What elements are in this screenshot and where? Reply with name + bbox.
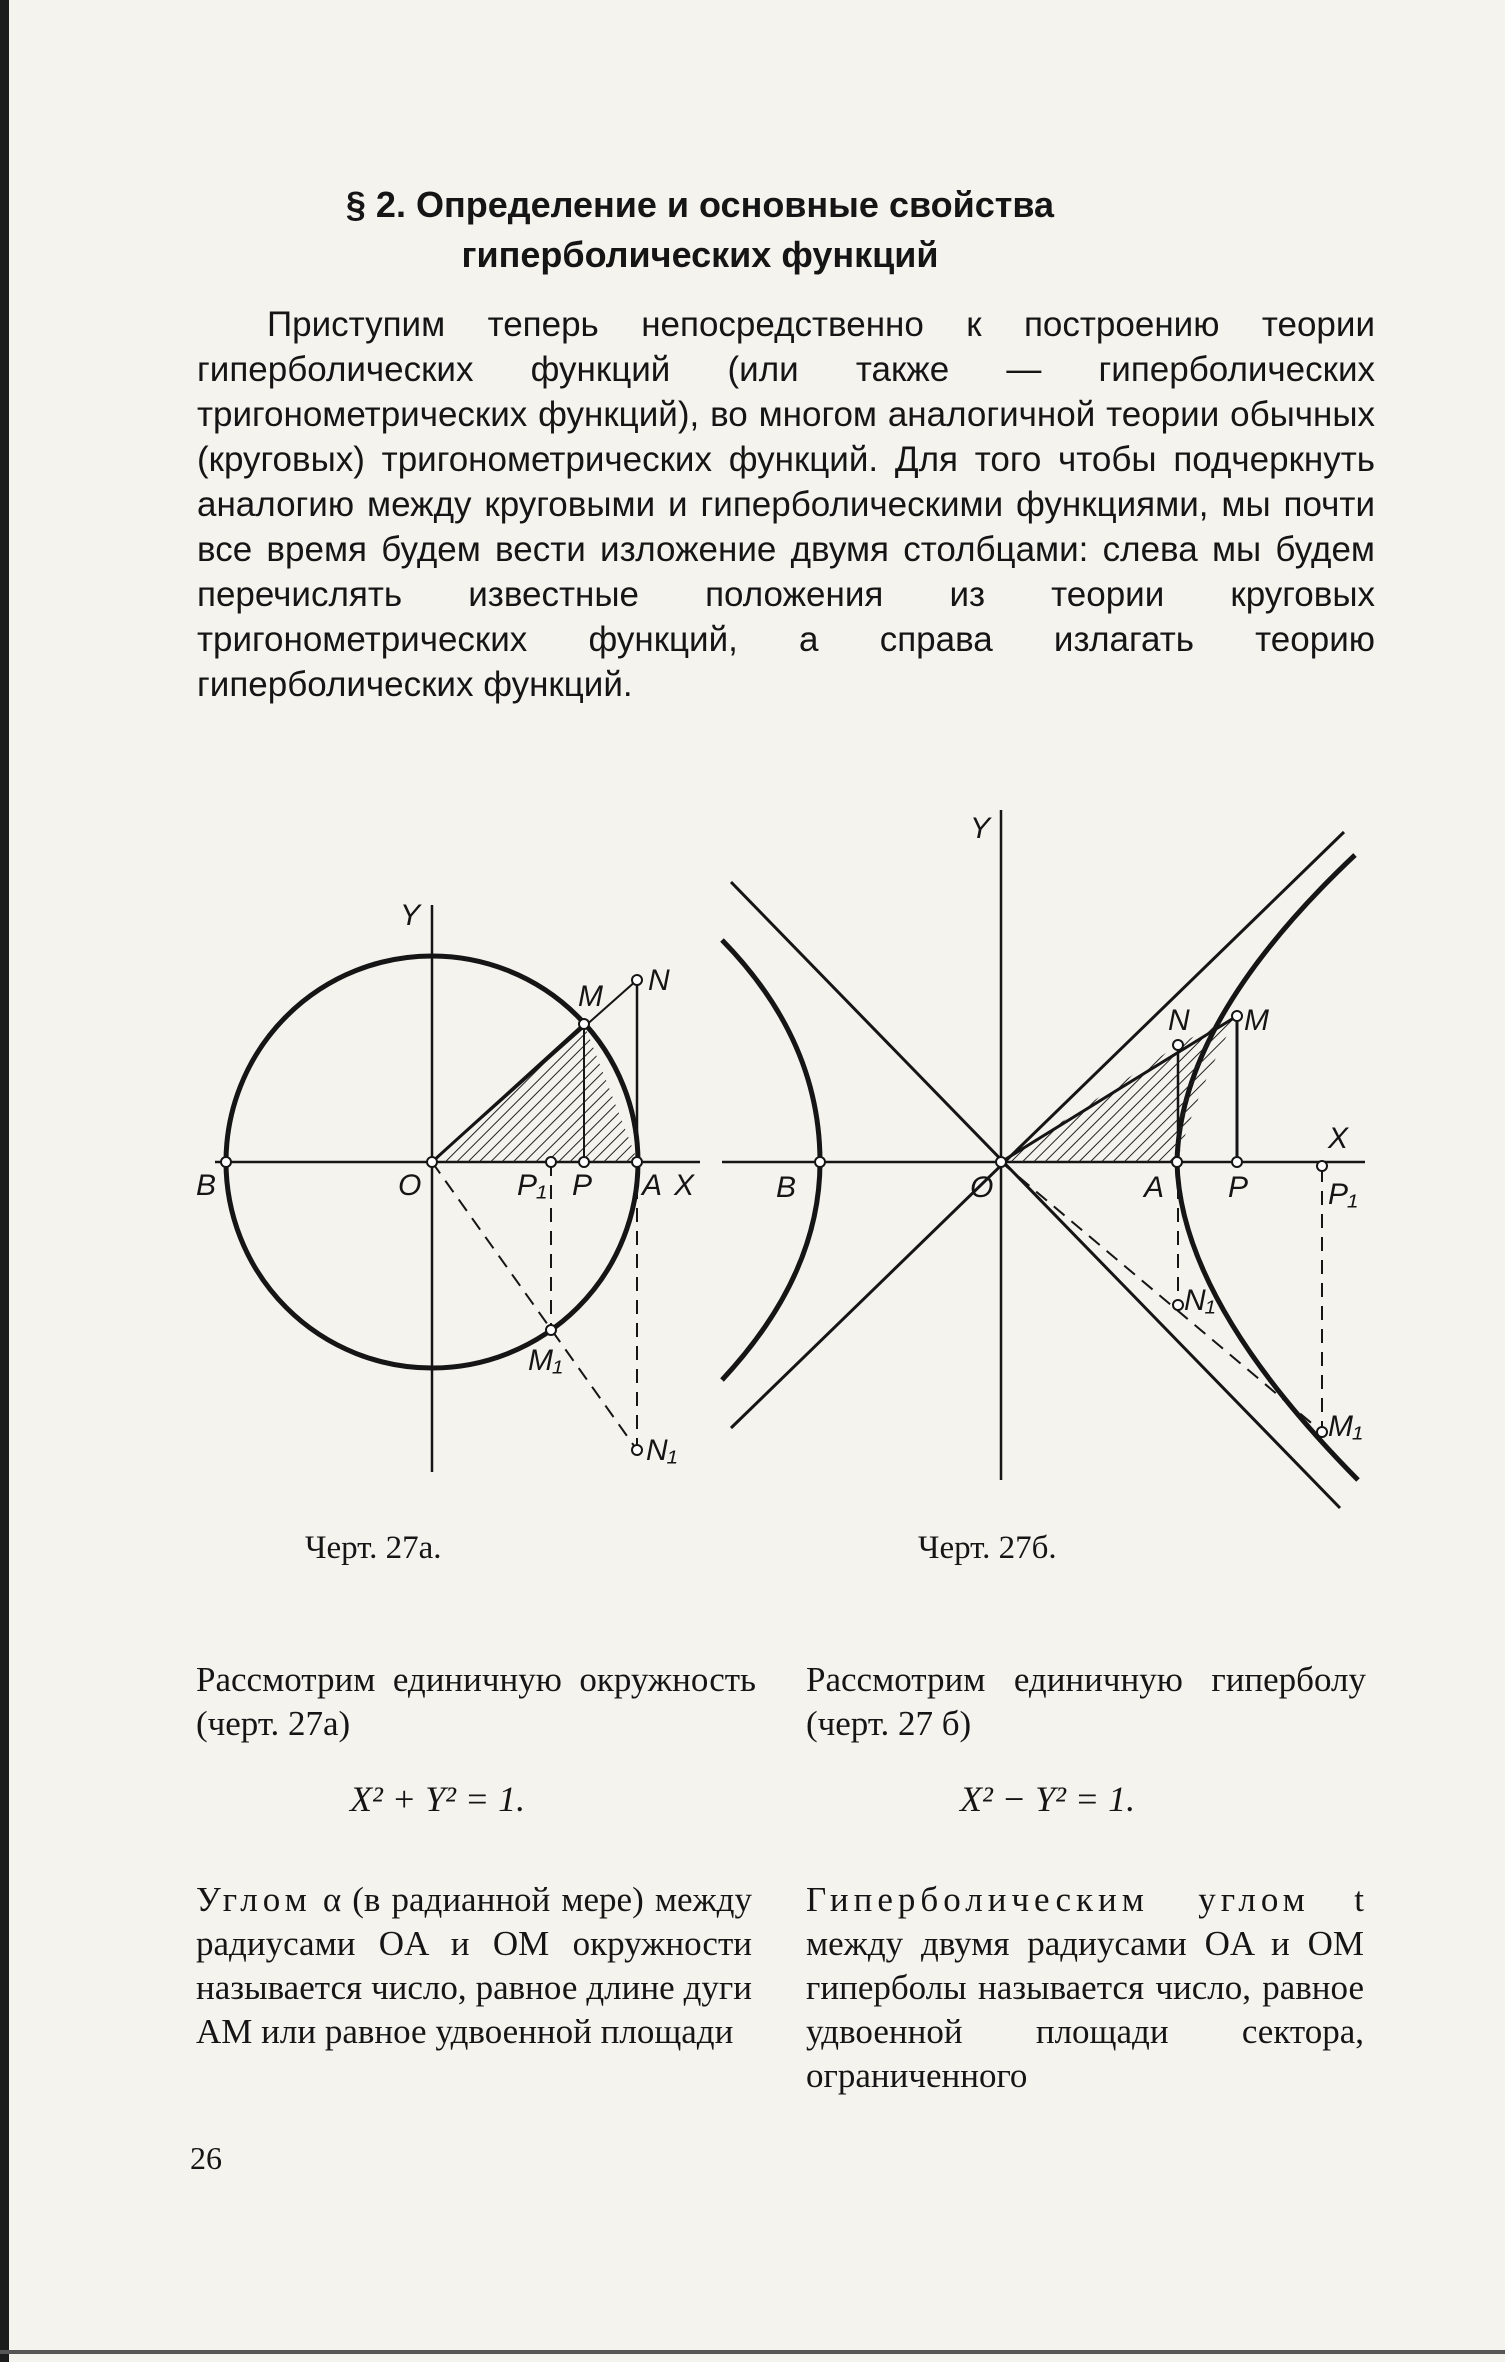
page-bottom-edge bbox=[0, 2350, 1505, 2354]
fig-a-label-p: P bbox=[572, 1169, 593, 1202]
fig-a-point-n1 bbox=[632, 1445, 642, 1455]
fig-b-point-p bbox=[1232, 1157, 1242, 1167]
fig-b-left-branch bbox=[722, 940, 820, 1380]
right-col-formula: X² − Y² = 1. bbox=[960, 1779, 1136, 1819]
fig-a-label-m: M bbox=[578, 980, 603, 1013]
fig-a-label-a: A bbox=[642, 1169, 663, 1202]
right-col-term: Гиперболическим углом bbox=[806, 1880, 1310, 1919]
fig-a-label-n1: N₁ bbox=[646, 1434, 678, 1467]
fig-b-point-n bbox=[1173, 1040, 1183, 1050]
fig-b-point-o bbox=[996, 1157, 1006, 1167]
figure-27b bbox=[722, 810, 1365, 1508]
fig-b-label-a: A bbox=[1144, 1171, 1165, 1204]
fig-a-label-m1: M₁ bbox=[528, 1344, 563, 1377]
left-col-para1: Рассмотрим единичную окружность (черт. 27а) bbox=[196, 1660, 756, 1743]
fig-a-point-m1 bbox=[546, 1325, 556, 1335]
fig-b-label-n: N bbox=[1168, 1004, 1190, 1037]
fig-b-label-x: X bbox=[1328, 1122, 1349, 1155]
fig-a-label-y: Y bbox=[400, 899, 421, 932]
figure-27b-caption: Черт. 27б. bbox=[918, 1530, 1057, 1566]
fig-b-label-m1: M₁ bbox=[1328, 1410, 1363, 1443]
fig-b-label-n1: N₁ bbox=[1184, 1284, 1216, 1317]
figure-27a-caption: Черт. 27а. bbox=[305, 1530, 442, 1566]
fig-a-hatched-sector bbox=[432, 1024, 638, 1162]
fig-a-point-m bbox=[579, 1019, 589, 1029]
fig-b-label-b: B bbox=[776, 1171, 797, 1204]
right-col-para2-text: t между двумя радиусами OA и OM гиперболы называется число, равное удвоенной площади сектора, ограниченного bbox=[806, 1880, 1364, 2095]
fig-a-point-b bbox=[221, 1157, 231, 1167]
fig-b-point-p1 bbox=[1317, 1161, 1327, 1171]
page-number: 26 bbox=[190, 2140, 222, 2176]
left-col-para2-text: α (в радианной мере) между радиусами OA и OM окружности называется число, равное длине дуги AM или равное удвоенной площади bbox=[196, 1880, 752, 2051]
fig-b-asymptote-2 bbox=[731, 832, 1344, 1428]
fig-a-point-a bbox=[632, 1157, 642, 1167]
fig-b-label-m: M bbox=[1244, 1004, 1269, 1037]
fig-b-point-m1 bbox=[1317, 1427, 1327, 1437]
fig-b-label-y: Y bbox=[970, 812, 991, 845]
right-col-para1: Рассмотрим единичную гиперболу (черт. 27 б) bbox=[806, 1660, 1366, 1743]
fig-a-label-o: O bbox=[398, 1169, 422, 1202]
fig-a-point-p bbox=[579, 1157, 589, 1167]
section-title-line2: гиперболических функций bbox=[461, 234, 939, 275]
fig-a-dashed-on1 bbox=[432, 1162, 637, 1450]
left-col-formula: X² + Y² = 1. bbox=[350, 1779, 526, 1819]
fig-b-point-n1 bbox=[1173, 1300, 1183, 1310]
fig-b-point-a bbox=[1172, 1157, 1182, 1167]
fig-a-label-x: X bbox=[674, 1169, 695, 1202]
fig-b-label-p1: P₁ bbox=[1328, 1178, 1358, 1211]
left-col-term: Углом bbox=[196, 1880, 312, 1919]
intro-paragraph: Приступим теперь непосредственно к построению теории гиперболических функций (или также — гиперболических тригонометрических функций), во многом аналогичной теории обычных (круговых) тригонометрических функций. Для того чтобы подчеркнуть аналогию между круговыми и гиперболическими функциями, мы почти все время будем вести изложение двумя столбцами: слева мы будем перечислять известные положения из теории круговых тригонометрических функций, а справа излагать теорию гиперболических функций. bbox=[197, 305, 1375, 704]
fig-b-point-m bbox=[1232, 1011, 1242, 1021]
fig-a-point-n bbox=[632, 975, 642, 985]
fig-a-label-p1: P₁ bbox=[517, 1169, 547, 1202]
left-col-para2 bbox=[196, 1878, 752, 2054]
section-title-line1: § 2. Определение и основные свойства bbox=[345, 184, 1055, 225]
fig-a-point-p1 bbox=[546, 1157, 556, 1167]
fig-a-point-o bbox=[427, 1157, 437, 1167]
fig-b-point-b bbox=[815, 1157, 825, 1167]
fig-a-label-b: B bbox=[196, 1169, 217, 1202]
right-col-para2 bbox=[806, 1878, 1364, 2098]
fig-a-label-n: N bbox=[648, 964, 670, 997]
fig-b-label-o: O bbox=[970, 1171, 994, 1204]
fig-b-label-p: P bbox=[1228, 1171, 1249, 1204]
figure-27a bbox=[215, 905, 700, 1472]
